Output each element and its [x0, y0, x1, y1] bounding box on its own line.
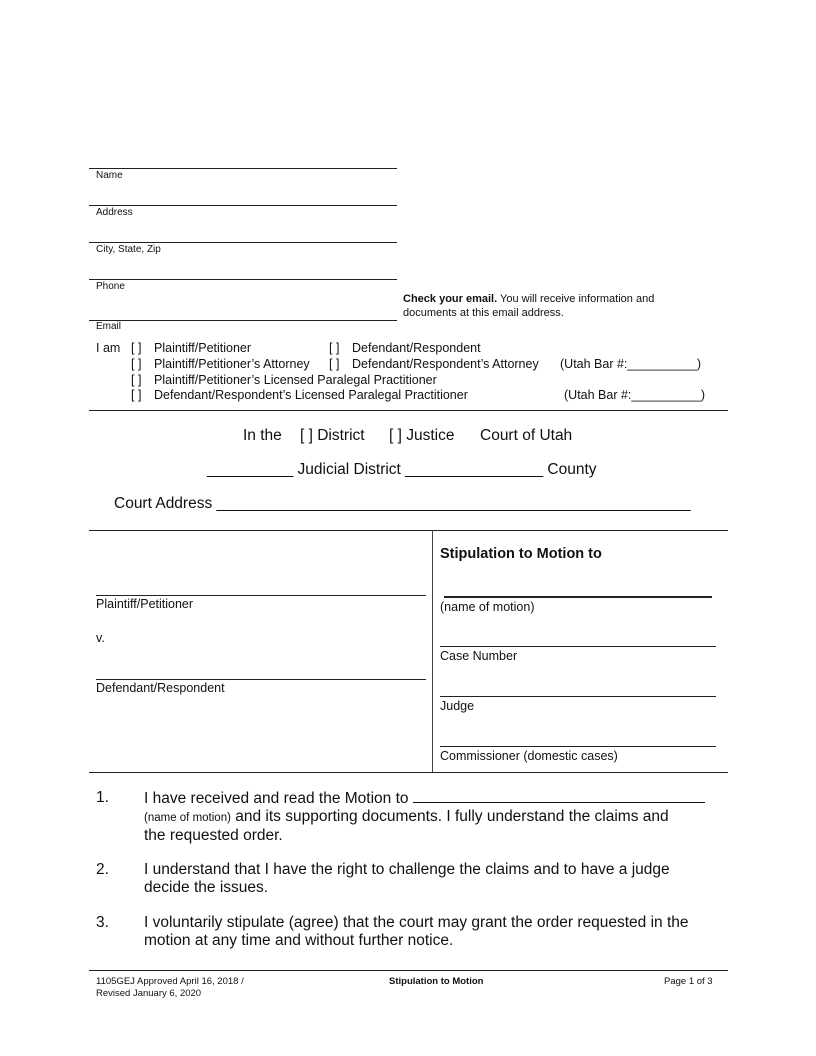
item-3-line1: I voluntarily stipulate (agree) that the court may grant the order requested in the [144, 914, 689, 931]
divider-caption-bottom [89, 772, 728, 773]
item-1-line3: the requested order. [144, 827, 283, 844]
versus-label: v. [96, 631, 105, 645]
plaintiff-name-line[interactable] [96, 595, 426, 596]
utah-bar-field-2[interactable]: (Utah Bar #:__________) [564, 388, 706, 402]
phone-label: Phone [96, 281, 125, 292]
case-number-label: Case Number [440, 649, 518, 663]
defendant-name-line[interactable] [96, 679, 426, 680]
option-plaintiff-paralegal: Plaintiff/Petitioner’s Licensed Paralegal Practitioner [154, 373, 437, 387]
item-3-line2: motion at any time and without further notice. [144, 932, 454, 949]
justice-option[interactable]: [ ] Justice [389, 427, 455, 444]
address-line[interactable] [89, 205, 397, 206]
city-label: City, State, Zip [96, 244, 161, 255]
defendant-label: Defendant/Respondent [96, 681, 225, 695]
name-line[interactable] [89, 168, 397, 169]
address-label: Address [96, 207, 133, 218]
option-plaintiff: Plaintiff/Petitioner [154, 341, 252, 355]
city-line[interactable] [89, 242, 397, 243]
commissioner-line[interactable] [440, 746, 716, 747]
email-note [403, 292, 654, 320]
name-label: Name [96, 170, 123, 181]
option-defendant-paralegal: Defendant/Respondent’s Licensed Paralegal Practitioner [154, 388, 468, 402]
caption-divider [432, 530, 433, 772]
judge-label: Judge [440, 699, 475, 713]
item-1-line2: and its supporting documents. I fully understand the claims and [230, 808, 669, 825]
judicial-district-line[interactable]: __________ Judicial District ________________ County [207, 461, 597, 478]
divider-top [89, 410, 728, 411]
checkbox-defendant[interactable]: [ ] [329, 341, 340, 355]
item-1-line1: I have received and read the Motion to [144, 790, 409, 807]
option-defendant-attorney: Defendant/Respondent’s Attorney [352, 357, 539, 371]
i-am-label: I am [96, 341, 121, 355]
phone-line[interactable] [89, 279, 397, 280]
footer-form-id [96, 976, 244, 1000]
email-line[interactable] [89, 320, 397, 321]
judge-line[interactable] [440, 696, 716, 697]
item-1-text [144, 789, 724, 845]
email-note-line1: You will receive information and [500, 293, 655, 305]
commissioner-label: Commissioner (domestic cases) [440, 749, 618, 763]
footer-title: Stipulation to Motion [389, 976, 484, 987]
document-title: Stipulation to Motion to [440, 546, 602, 562]
motion-name-label: (name of motion) [440, 600, 535, 614]
utah-bar-field-1[interactable]: (Utah Bar #:__________) [560, 357, 702, 371]
item-1-name-of-motion: (name of motion) [144, 812, 231, 824]
motion-name-blank[interactable] [413, 789, 705, 803]
footer-form-id-line2: Revised January 6, 2020 [96, 988, 202, 999]
district-option[interactable]: [ ] District [300, 427, 365, 444]
item-3-text [144, 914, 724, 950]
item-2-text [144, 861, 724, 897]
in-the-label: In the [243, 427, 282, 444]
case-number-line[interactable] [440, 646, 716, 647]
checkbox-defendant-attorney[interactable]: [ ] [329, 357, 340, 371]
motion-name-line[interactable] [444, 596, 712, 598]
email-note-line2: documents at this email address. [403, 307, 564, 319]
court-address-line[interactable]: Court Address _______________________________________________________ [114, 495, 691, 512]
footer-divider [89, 970, 728, 971]
footer-page-number: Page 1 of 3 [664, 976, 713, 987]
email-note-bold: Check your email. [403, 293, 498, 305]
checkbox-defendant-paralegal[interactable]: [ ] [131, 388, 142, 402]
email-label: Email [96, 321, 122, 332]
item-3-number: 3. [96, 914, 109, 931]
option-defendant: Defendant/Respondent [352, 341, 481, 355]
item-2-number: 2. [96, 861, 109, 878]
checkbox-plaintiff[interactable]: [ ] [131, 341, 142, 355]
item-1-number: 1. [96, 789, 109, 806]
item-2-line1: I understand that I have the right to challenge the claims and to have a judge [144, 861, 670, 878]
option-plaintiff-attorney: Plaintiff/Petitioner’s Attorney [154, 357, 310, 371]
footer-form-id-line1: 1105GEJ Approved April 16, 2018 / [96, 976, 244, 987]
item-2-line2: decide the issues. [144, 879, 269, 896]
plaintiff-label: Plaintiff/Petitioner [96, 597, 194, 611]
court-of-utah-label: Court of Utah [480, 427, 573, 444]
divider-caption-top [89, 530, 728, 531]
checkbox-plaintiff-paralegal[interactable]: [ ] [131, 373, 142, 387]
checkbox-plaintiff-attorney[interactable]: [ ] [131, 357, 142, 371]
